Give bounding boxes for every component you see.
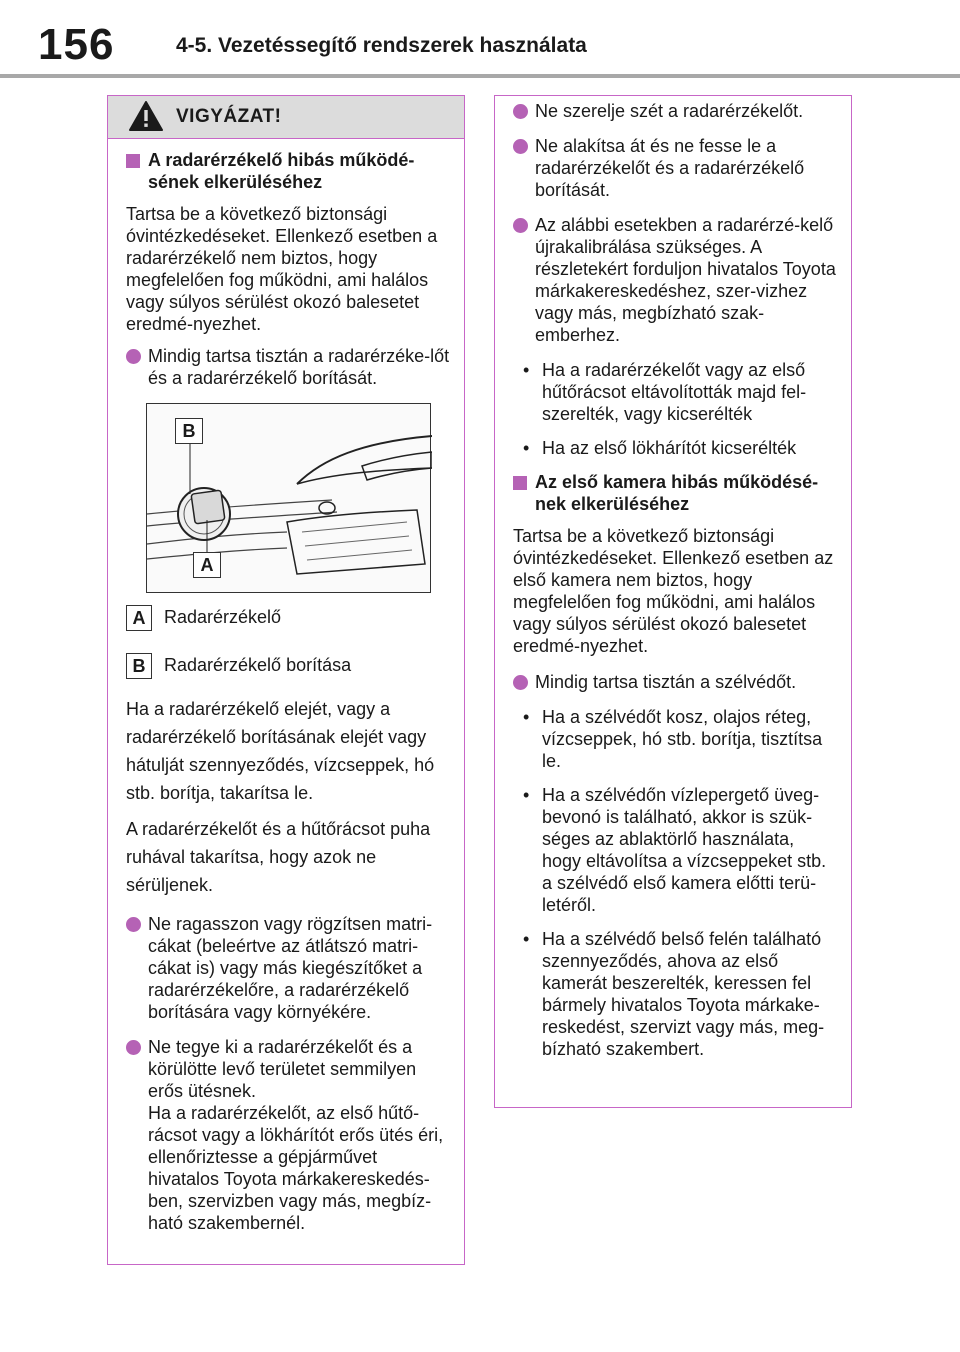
dash-item bbox=[513, 706, 837, 772]
round-bullet-icon bbox=[513, 218, 528, 233]
list-item-text: Ne szerelje szét a radarérzékelőt. bbox=[535, 101, 804, 121]
legend-item-a bbox=[126, 605, 450, 631]
caution-header bbox=[108, 96, 464, 139]
round-bullet-icon bbox=[126, 349, 141, 364]
list-item bbox=[513, 100, 837, 122]
legend-label: Radarérzékelő borítása bbox=[164, 655, 352, 675]
subsection-heading-camera bbox=[513, 471, 837, 515]
list-item bbox=[126, 1036, 450, 1234]
list-item-text: Mindig tartsa tisztán a szélvédőt. bbox=[535, 672, 797, 692]
warning-triangle-icon bbox=[128, 100, 164, 132]
list-item bbox=[126, 345, 450, 389]
radar-intro: Tartsa be a következő biztonsági óvintézkedéseket. Ellenkező esetben a radarérzékelő nem biztos, hogy megfelelően fog működni, ami halálos vagy súlyos sérülést okozó balesetet eredmé-nyezhet. bbox=[126, 204, 438, 334]
cleaning-paragraph: Ha a radarérzékelő elejét, vagy a radarérzékelő borításának elejét vagy hátulját szennyeződés, vízcseppek, hó stb. borítja, takarítsa le. bbox=[126, 699, 435, 803]
dash-marker: • bbox=[523, 707, 530, 727]
section-title: 4-5. Vezetéssegítő rendszerek használata bbox=[176, 34, 587, 57]
dash-marker: • bbox=[523, 929, 530, 949]
subsection-heading-text: Az első kamera hibás működésé-nek elkerüléséhez bbox=[535, 472, 819, 514]
round-bullet-icon bbox=[513, 675, 528, 690]
legend-key: A bbox=[126, 605, 152, 631]
dash-marker: • bbox=[523, 438, 530, 458]
dash-item bbox=[513, 359, 837, 425]
dash-item-text: Ha a szélvédőt kosz, olajos réteg, vízcseppek, hó stb. borítja, tisztítsa le. bbox=[542, 707, 823, 771]
soft-cloth-paragraph: A radarérzékelőt és a hűtőrácsot puha ruhával takarítsa, hogy azok ne sérüljenek. bbox=[126, 819, 431, 895]
legend-key: B bbox=[126, 653, 152, 679]
radar-sensor-illustration bbox=[146, 403, 431, 593]
page-header bbox=[0, 0, 960, 80]
dash-item bbox=[513, 928, 837, 1060]
list-item bbox=[126, 913, 450, 1023]
subsection-heading-radar bbox=[126, 149, 450, 193]
page-number: 156 bbox=[38, 20, 115, 69]
list-item bbox=[513, 671, 837, 693]
legend-label: Radarérzékelő bbox=[164, 607, 282, 627]
list-item-continuation: Ha a radarérzékelőt, az első hűtő-rácsot vagy a lökhárítót erős ütés éri, ellenőriztesse a gépjárművet hivatalos Toyota márkakereskedés-ben, szervizben vagy más, megbíz-ható szakembernél. bbox=[148, 1103, 444, 1233]
figure-callout-b: B bbox=[175, 418, 203, 444]
list-item-text: Ne tegye ki a radarérzékelőt és a körülötte levő területet semmilyen erős ütésnek. bbox=[148, 1037, 417, 1101]
round-bullet-icon bbox=[513, 139, 528, 154]
list-item bbox=[513, 214, 837, 346]
dash-marker: • bbox=[523, 360, 530, 380]
legend-item-b bbox=[126, 653, 450, 679]
dash-item bbox=[513, 437, 837, 459]
round-bullet-icon bbox=[126, 917, 141, 932]
list-item bbox=[513, 135, 837, 201]
list-item-text: Mindig tartsa tisztán a radarérzéke-lőt és a radarérzékelő borítását. bbox=[148, 346, 450, 388]
dash-item-text: Ha az első lökhárítót kicserélték bbox=[542, 438, 797, 458]
caution-title: VIGYÁZAT! bbox=[176, 106, 282, 127]
dash-item-text: Ha a szélvédőn vízlepergető üveg-bevonó is található, akkor is szük-séges az ablaktörlő használata, hogy eltávolítsa a vízcseppeket stb. a szélvédő első kamera előtti terü-letéről. bbox=[542, 785, 827, 915]
round-bullet-icon bbox=[126, 1040, 141, 1055]
dash-item-text: Ha a szélvédő belső felén található szennyeződés, ahova az első kamerát beszerelték, keressen fel bármely hivatalos Toyota márkake-reskedést, szervizt vagy más, meg-bízható szakembert. bbox=[542, 929, 825, 1059]
subsection-heading-text: A radarérzékelő hibás működé-sének elkerüléséhez bbox=[148, 150, 415, 192]
round-bullet-icon bbox=[513, 104, 528, 119]
square-bullet-icon bbox=[513, 476, 527, 490]
list-item-text: Az alábbi esetekben a radarérzé-kelő újrakalibrálása szükséges. A részletekért forduljon hivatalos Toyota márkakereskedéshez, szer-vizhez vagy más, megbízható szak-emberhez. bbox=[535, 215, 836, 345]
square-bullet-icon bbox=[126, 154, 140, 168]
dash-item bbox=[513, 784, 837, 916]
figure-callout-a: A bbox=[193, 552, 221, 578]
dash-item-text: Ha a radarérzékelőt vagy az első hűtőrácsot eltávolították majd fel-szerelték, vagy kicserélték bbox=[542, 360, 807, 424]
caution-box-left bbox=[107, 95, 465, 1265]
header-divider bbox=[0, 74, 960, 78]
list-item-text: Ne ragasszon vagy rögzítsen matri-cákat (beleértve az átlátszó matri-cákat is) vagy más kiegészítőket a radarérzékelőre, a radarérzékelő borítására vagy környékére. bbox=[148, 914, 433, 1022]
caution-box-right bbox=[494, 95, 852, 1108]
camera-intro: Tartsa be a következő biztonsági óvintézkedéseket. Ellenkező esetben az első kamera nem biztos, hogy megfelelően fog működni, ami halálos vagy súlyos sérülést okozó balesetet eredmé-nyezhet. bbox=[513, 526, 834, 656]
dash-marker: • bbox=[523, 785, 530, 805]
list-item-text: Ne alakítsa át és ne fesse le a radarérzékelőt és a radarérzékelő borítását. bbox=[535, 136, 805, 200]
